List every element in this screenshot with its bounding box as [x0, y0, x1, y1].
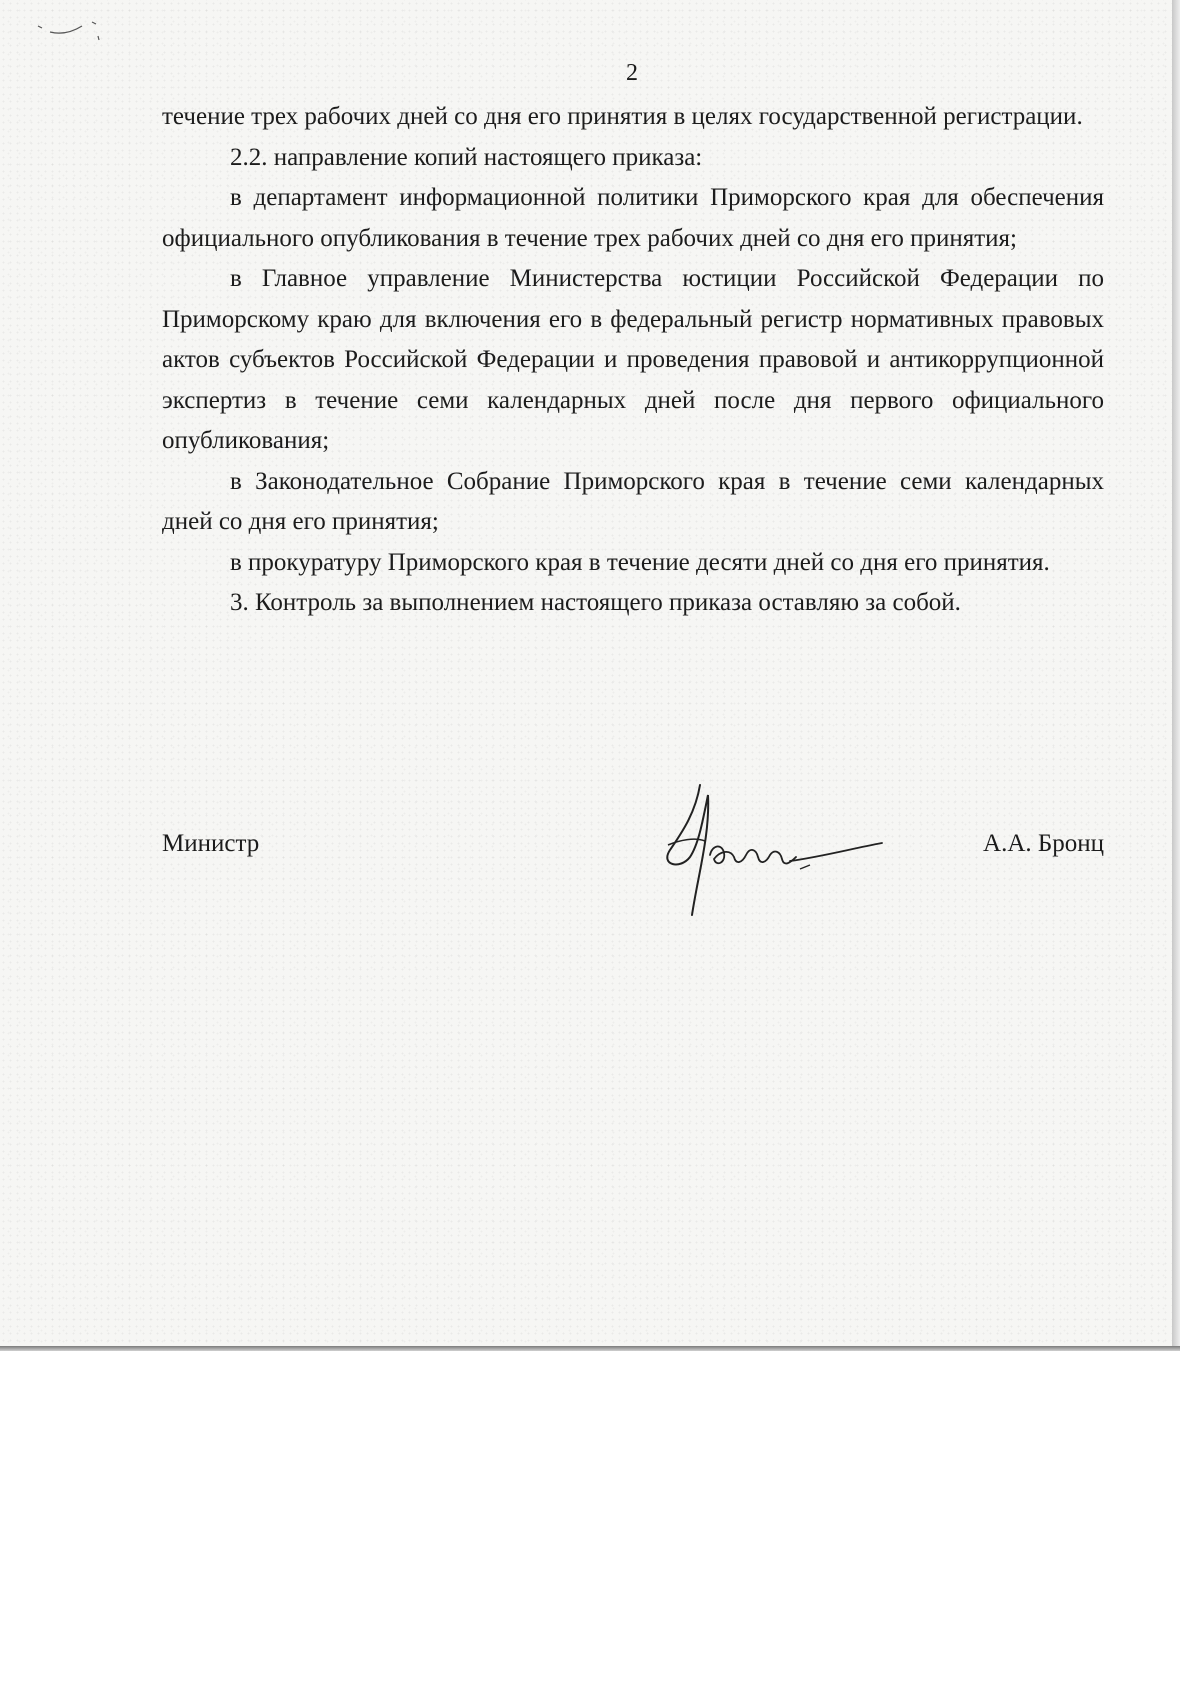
paragraph-2-2: 2.2. направление копий настоящего приказа: [230, 143, 703, 171]
paragraph-prosecutor: в прокуратуру Приморского края в течение десяти дней со дня его принятия. [230, 548, 1050, 576]
page-edge-shadow [1172, 0, 1180, 1346]
page-bottom-edge [0, 1346, 1180, 1351]
handwritten-signature [650, 775, 910, 925]
signature-block [162, 830, 1104, 870]
document-body [162, 97, 1104, 624]
signatory-name: А.А. Бронц [983, 830, 1104, 857]
paragraph-justice-ministry: в Главное управление Министерства юстиции Российской Федерации по Приморскому краю для включения его в федеральный регистр нормативных правовых актов субъектов Российской Федерации и проведения правовой и антикоррупционной экспертиз в течение семи календарных дней после дня первого официального опубликования; [162, 265, 1104, 454]
paragraph-continuation: течение трех рабочих дней со дня его принятия в целях государственной регистрации. [162, 103, 1083, 130]
scan-artifact-marks [36, 16, 116, 42]
paragraph-control: 3. Контроль за выполнением настоящего приказа оставляю за собой. [230, 589, 961, 616]
signatory-title: Министр [162, 830, 260, 857]
paragraph-info-policy: в департамент информационной политики Приморского края для обеспечения официального опубликования в течение трех рабочих дней со дня его принятия; [162, 184, 1104, 252]
paragraph-legislative-assembly: в Законодательное Собрание Приморского края в течение семи календарных дней со дня его принятия; [162, 467, 1104, 535]
page-number: 2 [626, 60, 638, 86]
